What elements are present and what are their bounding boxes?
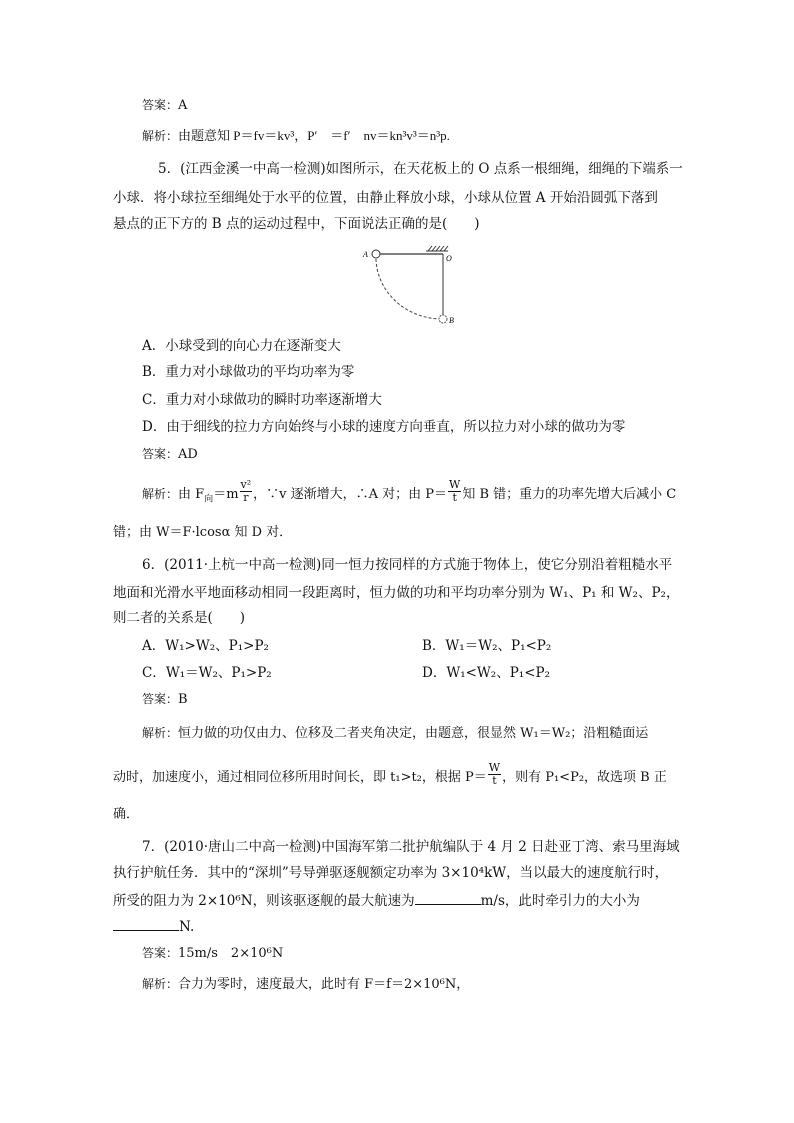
- q7-stem-line3-part-a: 所受的阻力为 2×10⁶N，则该驱逐舰的最大航速为: [113, 893, 415, 909]
- q7-stem-line3-part-b: m/s，此时牵引力的大小为: [480, 893, 640, 909]
- q4-analysis-line: [142, 127, 450, 146]
- analysis-label: 解析：: [142, 487, 179, 501]
- analysis-label: 解析：: [142, 977, 179, 991]
- q7-stem-line1: 7．(2010·唐山二中高一检测)中国海军第二批护航编队于 4 月 2 日赴亚丁湾、索马里海域: [142, 839, 680, 855]
- q7-answer-line: [142, 944, 283, 963]
- q5-fraction-w-over-t: [448, 479, 461, 504]
- q6-answer-line: [142, 690, 188, 709]
- q6-option-c: C．W₁＝W₂、P₁>P₂: [142, 665, 272, 681]
- q6-analysis-line3: 确．: [113, 807, 140, 822]
- q6-stem-line2: 地面和光滑水平地面移动相同一段距离时，恒力做的功和平均功率分别为 W₁、P₁ 和 W₂、P₂，: [113, 585, 680, 601]
- q6-option-d: D．W₁<W₂、P₁<P₂: [422, 665, 551, 681]
- q5-stem-line2: 小球．将小球拉至细绳处于水平的位置，由静止释放小球，小球从位置 A 开始沿圆弧下落到: [113, 190, 658, 206]
- q5-option-a: A．小球受到的向心力在逐渐变大: [142, 338, 341, 354]
- q5-analysis-line2: 错；由 W＝F·lcosα 知 D 对．: [113, 525, 293, 540]
- q6-analysis-part-a: 动时，加速度小，通过相同位移所用时间长，即 t₁>t₂，根据 P＝: [113, 770, 487, 785]
- q7-stem-line3: [113, 891, 640, 910]
- q6-stem-line1: 6．(2011·上杭一中高一检测)同一恒力按同样的方式施于物体上，使它分别沿着粗糙水平: [142, 557, 673, 573]
- q5-stem-line3: 悬点的正下方的 B 点的运动过程中，下面说法正确的是( ): [113, 216, 480, 232]
- ceiling-hatching: [426, 246, 448, 251]
- q7-stem-line4: [113, 917, 194, 936]
- q5-stem-line1: 5．(江西金溪一中高一检测)如图所示，在天花板上的 O 点系一根细绳，细绳的下端系一: [158, 161, 683, 177]
- q5-fraction-v2-over-r: [240, 479, 253, 504]
- q4-answer-line: [142, 96, 187, 115]
- label-b: B: [449, 316, 454, 325]
- fraction-denominator: t: [492, 774, 497, 787]
- q5-analysis-subscript: 向: [204, 494, 214, 505]
- fill-in-blank-force: [113, 917, 179, 931]
- answer-label: 答案：: [142, 692, 179, 706]
- q7-stem-line2: 执行护航任务．其中的“深圳”号导弹驱逐舰额定功率为 3×10⁴kW，当以最大的速度航行时，: [113, 865, 669, 881]
- answer-label: 答案：: [142, 946, 179, 960]
- q6-analysis-line2: [113, 761, 667, 790]
- q6-answer: B: [178, 692, 188, 707]
- q5-analysis-part3: ，∵v 逐渐增大，∴A 对；由 P＝: [253, 487, 448, 502]
- analysis-label: 解析：: [142, 726, 179, 740]
- q6-fraction-w-over-t: [488, 762, 501, 787]
- q5-analysis-part4: 知 B 错；重力的功率先增大后减小 C: [462, 487, 677, 502]
- arc-path: [376, 254, 442, 319]
- q4-answer: A: [178, 98, 188, 113]
- q5-analysis-part1: 由 F: [178, 487, 205, 502]
- ball-at-b: [439, 315, 447, 323]
- answer-label: 答案：: [142, 447, 179, 461]
- q5-answer-line: [142, 445, 198, 464]
- q7-stem-line4-unit: N.: [179, 919, 195, 935]
- analysis-label: 解析：: [142, 129, 179, 143]
- q6-analysis-text1: 恒力做的功仅由力、位移及二者夹角决定，由题意，很显然 W₁＝W₂；沿粗糙面运: [178, 726, 649, 741]
- ball-at-a: [372, 250, 380, 258]
- q6-analysis-line1: [142, 724, 648, 743]
- fraction-denominator: r: [243, 491, 249, 504]
- q6-option-a: A．W₁>W₂、P₁>P₂: [142, 638, 269, 654]
- fill-in-blank-speed: [415, 891, 481, 905]
- q5-answer: AD: [178, 447, 198, 462]
- q5-analysis-part2: ＝m: [213, 487, 239, 502]
- label-a: A: [363, 250, 368, 259]
- answer-label: 答案：: [142, 98, 179, 112]
- label-o: O: [446, 254, 452, 263]
- fraction-numerator: W: [449, 478, 461, 491]
- q5-option-d: D．由于细线的拉力方向始终与小球的速度方向垂直，所以拉力对小球的做功为零: [142, 419, 626, 435]
- q5-option-c: C．重力对小球做功的瞬时功率逐渐增大: [142, 392, 382, 408]
- q5-analysis-line1: [142, 478, 677, 509]
- q7-analysis: 合力为零时，速度最大，此时有 F＝f＝2×10⁶N，: [178, 977, 470, 992]
- pendulum-figure: [358, 242, 462, 328]
- fraction-numerator: W: [488, 761, 501, 774]
- q6-stem-line3: 则二者的关系是( ): [113, 610, 246, 626]
- fraction-denominator: t: [452, 491, 457, 504]
- q7-answer: 15m/s 2×10⁶N: [178, 946, 284, 961]
- q6-option-b: B．W₁＝W₂、P₁<P₂: [422, 638, 552, 654]
- q6-analysis-part-b: ，则有 P₁<P₂，故选项 B 正: [502, 770, 667, 785]
- q7-analysis-line: [142, 975, 469, 994]
- q4-analysis: 由题意知 P＝fv＝kv³，P′ ＝f′ nv＝kn³v³＝n³p.: [178, 128, 450, 143]
- q5-option-b: B．重力对小球做功的平均功率为零: [142, 364, 355, 380]
- fraction-numerator: v²: [240, 478, 252, 491]
